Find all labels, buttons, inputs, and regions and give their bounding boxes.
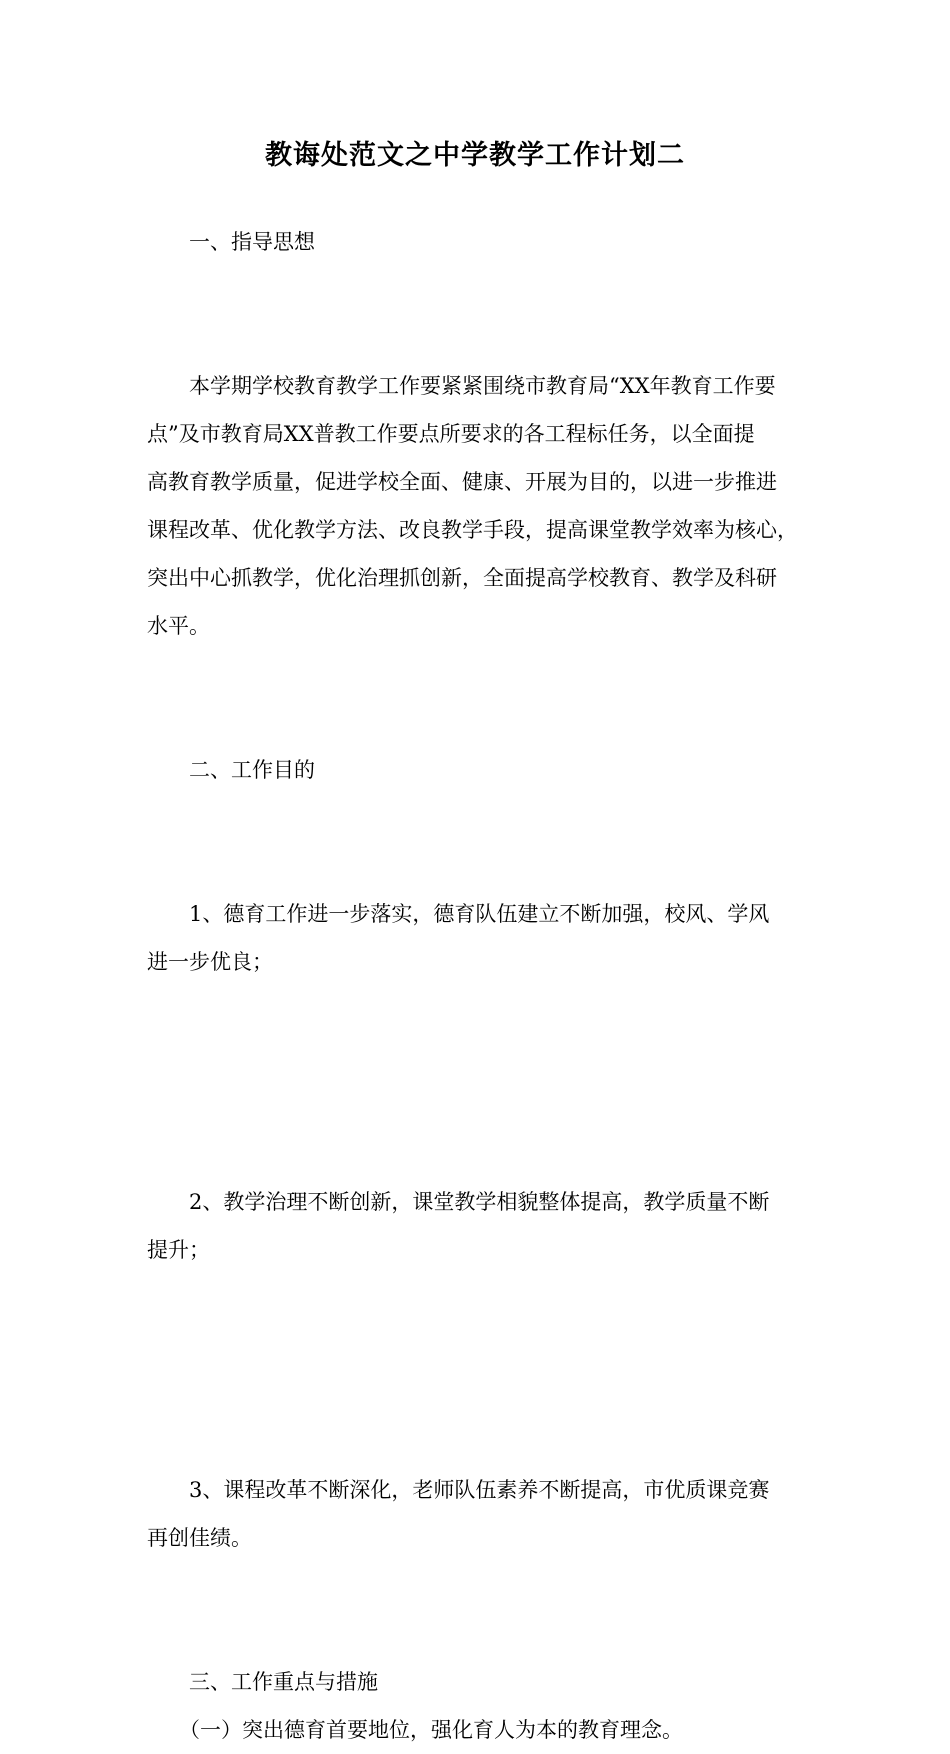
text-line: 再创佳绩。 <box>147 1526 252 1550</box>
text-line: 课程改革、优化教学方法、改良教学手段，提高课堂教学效率为核心， <box>147 518 798 542</box>
subsection-heading-moral-education: （一）突出德育首要地位，强化育人为本的教育理念。 <box>179 1718 683 1742</box>
document-body <box>147 218 809 1754</box>
text-line: 高教育教学质量，促进学校全面、健康、开展为目的，以进一步推进 <box>147 470 777 494</box>
text-line: 本学期学校教育教学工作要紧紧围绕市教育局“XX年教育工作要 <box>189 374 776 398</box>
text-line: 1、德育工作进一步落实，德育队伍建立不断加强，校风、学风 <box>189 902 770 926</box>
section-heading-guiding-ideology: 一、指导思想 <box>189 230 315 254</box>
paragraph-guiding-ideology <box>147 266 809 746</box>
section-heading-key-work: 三、工作重点与措施 <box>189 1670 378 1694</box>
text-line: 3、课程改革不断深化，老师队伍素养不断提高，市优质课竞赛 <box>189 1478 770 1502</box>
text-line: 进一步优良； <box>147 950 273 974</box>
text-line: 2、教学治理不断创新，课堂教学相貌整体提高，教学质量不断 <box>189 1190 770 1214</box>
paragraph-goal-3 <box>147 1370 809 1658</box>
paragraph-goal-1 <box>147 794 809 1082</box>
paragraph-goal-2 <box>147 1082 809 1370</box>
text-line: 突出中心抓教学，优化治理抓创新，全面提高学校教育、教学及科研 <box>147 566 777 590</box>
document-title: 教诲处范文之中学教学工作计划二 <box>265 140 685 171</box>
text-line: 水平。 <box>147 614 210 638</box>
text-line: 点”及市教育局XX普教工作要点所要求的各工程标任务，以全面提 <box>147 422 755 446</box>
text-line: 提升； <box>147 1238 210 1262</box>
section-heading-work-goals: 二、工作目的 <box>189 758 315 782</box>
